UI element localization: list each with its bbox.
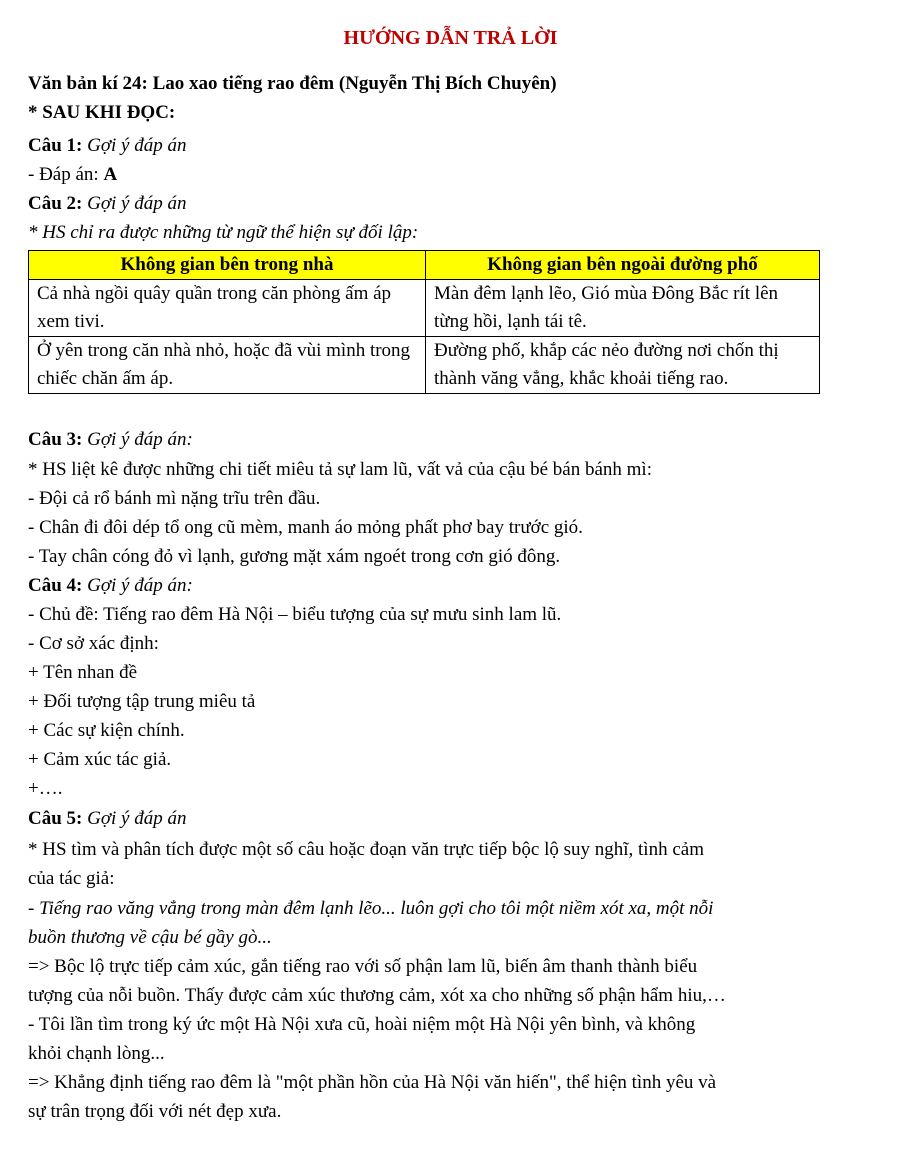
q5-line: * HS tìm và phân tích được một số câu hoặc đoạn văn trực tiếp bộc lộ suy nghĩ, tình cảm — [28, 839, 704, 860]
table-header-outside: Không gian bên ngoài đường phố — [426, 251, 820, 280]
q5-line: khỏi chạnh lòng... — [28, 1043, 165, 1064]
q3-heading: Câu 3: Gợi ý đáp án: — [28, 429, 193, 450]
q5-quote-line: - Tiếng rao văng vẳng trong màn đêm lạnh lẽo... luôn gợi cho tôi một niềm xót xa, một nỗi — [28, 898, 714, 919]
q1-answer: - Đáp án: A — [28, 164, 118, 185]
table-cell: Đường phố, khắp các nẻo đường nơi chốn thị thành văng vẳng, khắc khoải tiếng rao. — [426, 337, 820, 394]
table-row — [29, 280, 820, 337]
q5-line: - Tôi lần tìm trong ký ức một Hà Nội xưa cũ, hoài niệm một Hà Nội yên bình, và không — [28, 1014, 696, 1035]
table-cell: Ở yên trong căn nhà nhỏ, hoặc đã vùi mình trong chiếc chăn ấm áp. — [29, 337, 426, 394]
doc-title: HƯỚNG DẪN TRẢ LỜI — [343, 27, 558, 49]
q4-line: +…. — [28, 778, 63, 799]
q4-heading: Câu 4: Gợi ý đáp án: — [28, 575, 193, 596]
q2-note: * HS chỉ ra được những từ ngữ thể hiện sự đối lập: — [28, 222, 419, 243]
q4-line: - Chủ đề: Tiếng rao đêm Hà Nội – biểu tượng của sự mưu sinh lam lũ. — [28, 604, 562, 625]
q5-line: tượng của nỗi buồn. Thấy được cảm xúc thương cảm, xót xa cho những số phận hẩm hiu,… — [28, 985, 726, 1006]
q3-line: - Tay chân cóng đỏ vì lạnh, gương mặt xám ngoét trong cơn gió đông. — [28, 546, 561, 567]
table-header-inside: Không gian bên trong nhà — [29, 251, 426, 280]
q4-line: + Đối tượng tập trung miêu tả — [28, 691, 256, 712]
section-heading: * SAU KHI ĐỌC: — [28, 102, 176, 123]
q5-heading: Câu 5: Gợi ý đáp án — [28, 808, 187, 829]
q5-quote-line: buồn thương về cậu bé gầy gò... — [28, 927, 272, 948]
q5-line: của tác giả: — [28, 868, 115, 889]
q3-line: * HS liệt kê được những chi tiết miêu tả sự lam lũ, vất vả của cậu bé bán bánh mì: — [28, 459, 652, 480]
text-heading: Văn bản kí 24: Lao xao tiếng rao đêm (Nguyễn Thị Bích Chuyên) — [28, 73, 557, 94]
q1-heading: Câu 1: Gợi ý đáp án — [28, 135, 187, 156]
q5-line: => Bộc lộ trực tiếp cảm xúc, gắn tiếng rao với số phận lam lũ, biến âm thanh thành biểu — [28, 956, 698, 977]
q3-line: - Đội cả rổ bánh mì nặng trĩu trên đầu. — [28, 488, 321, 509]
q5-line: => Khẳng định tiếng rao đêm là "một phần hồn của Hà Nội văn hiến", thể hiện tình yêu và — [28, 1072, 717, 1093]
contrast-table — [28, 250, 820, 394]
q3-line: - Chân đi đôi dép tổ ong cũ mèm, manh áo mỏng phất phơ bay trước gió. — [28, 517, 583, 538]
q5-line: sự trân trọng đối với nét đẹp xưa. — [28, 1101, 282, 1122]
table-cell: Màn đêm lạnh lẽo, Gió mùa Đông Bắc rít lên từng hồi, lạnh tái tê. — [426, 280, 820, 337]
table-cell: Cả nhà ngồi quây quần trong căn phòng ấm áp xem tivi. — [29, 280, 426, 337]
table-header-row — [29, 251, 820, 280]
q4-line: + Các sự kiện chính. — [28, 720, 185, 741]
q4-line: + Cảm xúc tác giả. — [28, 749, 172, 770]
q4-line: - Cơ sở xác định: — [28, 633, 159, 654]
table-row — [29, 337, 820, 394]
q2-heading: Câu 2: Gợi ý đáp án — [28, 193, 187, 214]
q4-line: + Tên nhan đề — [28, 662, 138, 683]
